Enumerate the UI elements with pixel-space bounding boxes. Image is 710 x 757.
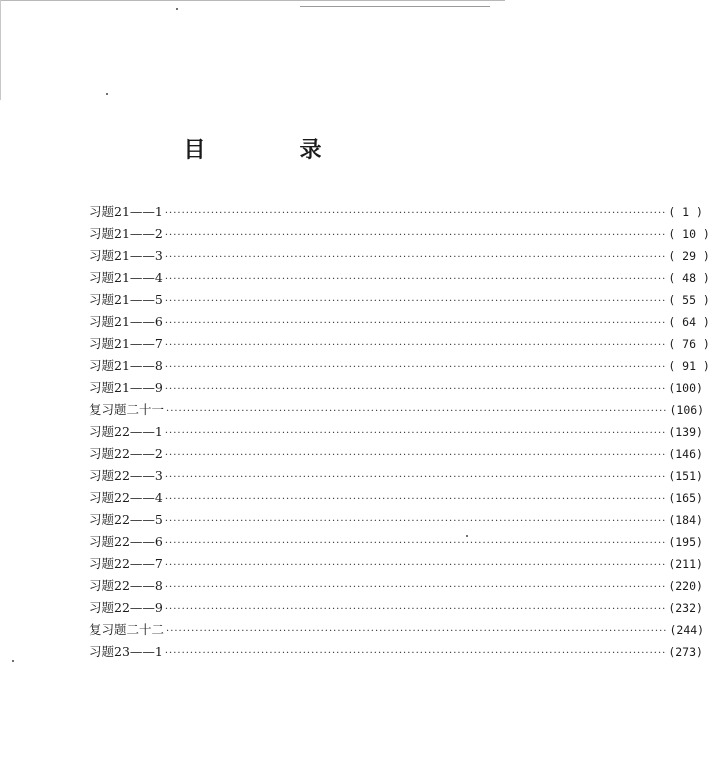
dot-leader: ························································································································: [164, 604, 667, 615]
toc-entry[interactable]: [89, 531, 703, 553]
scan-speck: [176, 8, 178, 10]
entry-label: 习题21——1: [89, 204, 163, 219]
toc-entry[interactable]: [89, 399, 705, 421]
entry-page-number: (165): [668, 491, 703, 505]
entry-page-number: ( 64 ): [668, 315, 710, 329]
entry-page-number: (195): [668, 535, 703, 549]
entry-label: 习题22——4: [89, 490, 163, 505]
dot-leader: ························································································································: [166, 626, 668, 637]
entry-label: 习题22——5: [89, 512, 163, 527]
entry-page-number: (244): [669, 623, 705, 637]
toc-entry[interactable]: [89, 641, 703, 663]
dot-leader: ························································································································: [164, 560, 667, 571]
entry-label: 习题22——3: [89, 468, 163, 483]
entry-label: 习题22——8: [89, 578, 163, 593]
dot-leader: ························································································································: [164, 648, 667, 659]
entry-page-number: ( 10 ): [668, 227, 710, 241]
entry-page-number: (211): [668, 557, 703, 571]
dot-leader: ························································································································: [164, 340, 667, 351]
entry-label: 习题21——8: [89, 358, 163, 373]
entry-label: 习题23——1: [89, 644, 163, 659]
page-title: 目 录: [183, 137, 358, 163]
toc-entry[interactable]: [89, 465, 703, 487]
entry-label: 习题22——2: [89, 446, 163, 461]
toc-entry[interactable]: [89, 201, 703, 223]
toc-entry[interactable]: [89, 553, 703, 575]
toc-entry[interactable]: [89, 487, 703, 509]
toc-entry[interactable]: [89, 377, 703, 399]
toc-entry[interactable]: [89, 443, 703, 465]
entry-label: 习题21——3: [89, 248, 163, 263]
entry-label: 习题21——5: [89, 292, 163, 307]
scan-edge-line: [300, 6, 490, 7]
scan-speck: [106, 93, 108, 95]
entry-label: 复习题二十二: [89, 622, 165, 637]
entry-page-number: (220): [668, 579, 703, 593]
table-of-contents: [89, 201, 710, 663]
dot-leader: ························································································································: [166, 406, 668, 417]
entry-label: 习题22——1: [89, 424, 163, 439]
entry-label: 习题21——4: [89, 270, 163, 285]
scan-edge-left: [0, 0, 1, 100]
toc-entry[interactable]: [89, 355, 710, 377]
dot-leader: ························································································································: [164, 384, 667, 395]
entry-label: 习题21——7: [89, 336, 163, 351]
entry-page-number: (184): [668, 513, 703, 527]
entry-label: 习题22——6: [89, 534, 163, 549]
toc-entry[interactable]: [89, 619, 705, 641]
scan-speck: [12, 660, 14, 662]
entry-page-number: (232): [668, 601, 703, 615]
dot-leader: ························································································································: [164, 362, 667, 373]
scan-edge-top: [0, 0, 505, 1]
toc-entry[interactable]: [89, 421, 703, 443]
entry-page-number: (100): [668, 381, 703, 395]
dot-leader: ························································································································: [164, 274, 667, 285]
entry-page-number: ( 55 ): [668, 293, 710, 307]
toc-entry[interactable]: [89, 223, 710, 245]
entry-label: 复习题二十一: [89, 402, 165, 417]
entry-page-number: (106): [669, 403, 705, 417]
dot-leader: ························································································································: [164, 450, 667, 461]
toc-entry[interactable]: [89, 333, 710, 355]
entry-page-number: (139): [668, 425, 703, 439]
toc-entry[interactable]: [89, 575, 703, 597]
dot-leader: ························································································································: [164, 582, 667, 593]
dot-leader: ························································································································: [164, 516, 667, 527]
dot-leader: ························································································································: [164, 428, 667, 439]
entry-label: 习题22——7: [89, 556, 163, 571]
entry-page-number: ( 48 ): [668, 271, 710, 285]
entry-page-number: (273): [668, 645, 703, 659]
entry-page-number: ( 1 ): [668, 205, 703, 219]
dot-leader: ························································································································: [164, 208, 667, 219]
entry-page-number: ( 76 ): [668, 337, 710, 351]
dot-leader: ························································································································: [164, 296, 667, 307]
dot-leader: ························································································································: [164, 252, 667, 263]
toc-entry[interactable]: [89, 509, 703, 531]
toc-entry[interactable]: [89, 597, 703, 619]
entry-label: 习题21——2: [89, 226, 163, 241]
dot-leader: ························································································································: [164, 494, 667, 505]
dot-leader: ························································································································: [164, 538, 667, 549]
entry-label: 习题22——9: [89, 600, 163, 615]
toc-entry[interactable]: [89, 267, 710, 289]
dot-leader: ························································································································: [164, 472, 667, 483]
toc-entry[interactable]: [89, 289, 710, 311]
entry-label: 习题21——9: [89, 380, 163, 395]
toc-entry[interactable]: [89, 311, 710, 333]
entry-label: 习题21——6: [89, 314, 163, 329]
dot-leader: ························································································································: [164, 318, 667, 329]
entry-page-number: ( 91 ): [668, 359, 710, 373]
dot-leader: ························································································································: [164, 230, 667, 241]
entry-page-number: (151): [668, 469, 703, 483]
entry-page-number: (146): [668, 447, 703, 461]
entry-page-number: ( 29 ): [668, 249, 710, 263]
toc-entry[interactable]: [89, 245, 710, 267]
